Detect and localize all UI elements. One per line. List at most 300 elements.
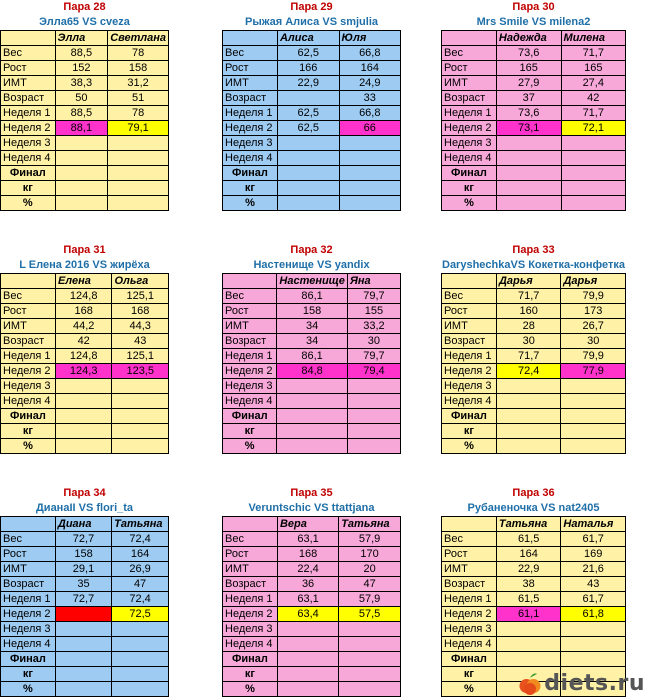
row-label: Рост <box>1 547 56 562</box>
final-cell <box>561 196 625 211</box>
row-label: Рост <box>223 61 278 76</box>
participant-name: Елена <box>55 274 112 289</box>
pair-table <box>0 516 169 697</box>
value-cell <box>55 622 111 637</box>
final-row <box>442 439 626 454</box>
header-row <box>223 274 401 289</box>
value-cell: 79,4 <box>347 364 400 379</box>
header-row <box>1 517 169 532</box>
row-label: Неделя 2 <box>223 121 278 136</box>
value-cell: 73,6 <box>496 46 561 61</box>
table-row <box>1 151 169 166</box>
value-cell: 33,2 <box>347 319 400 334</box>
row-label: Возраст <box>223 91 278 106</box>
table-row <box>442 364 626 379</box>
row-label: Возраст <box>1 334 56 349</box>
row-label: Неделя 3 <box>1 622 56 637</box>
pair-table <box>222 273 401 454</box>
row-label: ИМТ <box>1 562 56 577</box>
participant-name: Татьяна <box>496 517 561 532</box>
final-label: Финал <box>223 409 277 424</box>
final-label: кг <box>442 181 497 196</box>
table-row <box>1 289 169 304</box>
header-row <box>1 31 169 46</box>
final-cell <box>496 196 561 211</box>
value-cell: 72,5 <box>112 607 169 622</box>
participant-name: Татьяна <box>339 517 401 532</box>
value-cell: 51 <box>108 91 169 106</box>
value-cell <box>339 151 400 166</box>
row-label: ИМТ <box>1 319 56 334</box>
value-cell <box>55 136 108 151</box>
pair-table <box>441 30 626 211</box>
table-row <box>223 379 401 394</box>
row-label: Неделя 2 <box>1 364 56 379</box>
participant-name: Милена <box>561 31 625 46</box>
final-cell <box>277 181 339 196</box>
table-row <box>1 637 169 652</box>
final-cell <box>339 196 400 211</box>
table-row <box>223 577 401 592</box>
value-cell: 77,9 <box>561 364 626 379</box>
value-cell: 43 <box>112 334 169 349</box>
value-cell: 57,9 <box>339 532 401 547</box>
pair-block <box>0 243 169 454</box>
row-label: Неделя 3 <box>442 622 497 637</box>
row-label: Неделя 1 <box>223 106 278 121</box>
final-row <box>1 439 169 454</box>
value-cell <box>108 136 169 151</box>
table-row <box>223 61 401 76</box>
table-row <box>442 304 626 319</box>
value-cell <box>496 136 561 151</box>
row-label: Возраст <box>442 334 497 349</box>
table-row <box>442 547 626 562</box>
corner-cell <box>223 31 278 46</box>
final-cell <box>55 196 108 211</box>
participant-name: Яна <box>347 274 400 289</box>
table-row <box>223 394 401 409</box>
value-cell: 125,1 <box>112 349 169 364</box>
pair-block <box>441 0 626 211</box>
table-row <box>442 289 626 304</box>
table-row <box>223 91 401 106</box>
final-cell <box>347 424 400 439</box>
table-row <box>442 637 626 652</box>
final-cell <box>55 166 108 181</box>
pair-table <box>0 273 169 454</box>
table-row <box>1 136 169 151</box>
table-row <box>223 349 401 364</box>
participant-name: Татьяна <box>112 517 169 532</box>
row-label: Неделя 1 <box>223 592 278 607</box>
value-cell: 78 <box>108 46 169 61</box>
value-cell: 35 <box>55 577 111 592</box>
table-row <box>442 622 626 637</box>
table-row <box>223 562 401 577</box>
value-cell: 57,5 <box>339 607 401 622</box>
final-row <box>442 424 626 439</box>
table-row <box>1 61 169 76</box>
final-cell <box>347 409 400 424</box>
final-cell <box>561 424 626 439</box>
value-cell: 66 <box>339 121 400 136</box>
final-cell <box>339 652 401 667</box>
final-cell <box>561 439 626 454</box>
final-cell <box>277 166 339 181</box>
final-cell <box>339 166 400 181</box>
pair-table <box>222 516 401 697</box>
table-row <box>223 637 401 652</box>
value-cell: 30 <box>496 334 561 349</box>
row-label: Вес <box>442 46 497 61</box>
final-cell <box>561 181 625 196</box>
corner-cell <box>223 274 277 289</box>
header-row <box>223 517 401 532</box>
pair-subtitle: Veruntschic VS ttattjana <box>248 502 375 514</box>
row-label: Неделя 2 <box>442 121 497 136</box>
pair-table <box>222 30 401 211</box>
row-label: Неделя 2 <box>223 607 278 622</box>
value-cell <box>55 379 112 394</box>
pair-subtitle: L Елена 2016 VS жирёха <box>19 259 150 271</box>
value-cell: 86,1 <box>277 289 347 304</box>
final-cell <box>277 682 338 697</box>
header-row <box>1 274 169 289</box>
value-cell: 71,7 <box>496 289 561 304</box>
header-row <box>223 31 401 46</box>
value-cell: 79,9 <box>561 289 626 304</box>
value-cell: 22,4 <box>277 562 338 577</box>
table-row <box>442 349 626 364</box>
pair-title: Пара 33 <box>512 244 555 256</box>
row-label: Неделя 3 <box>1 379 56 394</box>
row-label: Неделя 4 <box>442 637 497 652</box>
value-cell: 30 <box>347 334 400 349</box>
row-label: Неделя 2 <box>1 121 56 136</box>
row-label: ИМТ <box>442 76 497 91</box>
row-label: Неделя 3 <box>442 136 497 151</box>
final-label: кг <box>442 667 497 682</box>
row-label: Вес <box>223 532 278 547</box>
value-cell: 62,5 <box>277 106 339 121</box>
final-label: Финал <box>223 166 278 181</box>
value-cell <box>561 151 625 166</box>
value-cell: 27,4 <box>561 76 625 91</box>
final-cell <box>55 181 108 196</box>
final-label: % <box>223 439 277 454</box>
row-label: Рост <box>223 304 277 319</box>
value-cell: 34 <box>277 334 347 349</box>
value-cell: 33 <box>339 91 400 106</box>
final-label: Финал <box>442 652 497 667</box>
pair-subtitle: Рубаненочка VS nat2405 <box>467 502 600 514</box>
table-row <box>223 319 401 334</box>
table-row <box>223 622 401 637</box>
participant-name: Ольга <box>112 274 169 289</box>
value-cell: 21,6 <box>561 562 626 577</box>
value-cell: 20 <box>339 562 401 577</box>
pair-block <box>222 243 401 454</box>
value-cell: 78 <box>108 106 169 121</box>
table-row <box>442 106 626 121</box>
value-cell: 84,8 <box>277 364 347 379</box>
final-row <box>1 166 169 181</box>
header-row <box>442 31 626 46</box>
table-row <box>223 547 401 562</box>
final-row <box>223 652 401 667</box>
row-label: Рост <box>442 61 497 76</box>
row-label: ИМТ <box>442 562 497 577</box>
row-label: Вес <box>442 289 497 304</box>
table-row <box>1 607 169 622</box>
value-cell: 71,7 <box>496 349 561 364</box>
pair-subtitle: Элла65 VS cveza <box>39 16 130 28</box>
value-cell: 155 <box>347 304 400 319</box>
row-label: ИМТ <box>223 562 278 577</box>
value-cell: 61,7 <box>561 592 626 607</box>
header-row <box>442 517 626 532</box>
row-label: Неделя 4 <box>1 394 56 409</box>
final-row <box>1 667 169 682</box>
value-cell: 62,5 <box>277 121 339 136</box>
row-label: ИМТ <box>1 76 56 91</box>
final-label: кг <box>223 424 277 439</box>
final-label: % <box>1 196 56 211</box>
participant-name: Наталья <box>561 517 626 532</box>
value-cell <box>55 637 111 652</box>
header-row <box>442 274 626 289</box>
row-label: Неделя 3 <box>223 379 277 394</box>
value-cell: 61,8 <box>561 607 626 622</box>
table-row <box>223 304 401 319</box>
value-cell: 22,9 <box>277 76 339 91</box>
table-row <box>1 349 169 364</box>
value-cell: 34 <box>277 319 347 334</box>
value-cell: 44,2 <box>55 319 112 334</box>
value-cell <box>496 151 561 166</box>
row-label: Неделя 3 <box>223 136 278 151</box>
value-cell: 42 <box>55 334 112 349</box>
final-cell <box>55 652 111 667</box>
value-cell <box>496 379 561 394</box>
value-cell: 50 <box>55 91 108 106</box>
value-cell <box>277 379 347 394</box>
row-label: Вес <box>442 532 497 547</box>
participant-name: Алиса <box>277 31 339 46</box>
final-row <box>442 409 626 424</box>
row-label: Неделя 2 <box>442 364 497 379</box>
apple-icon <box>519 672 541 696</box>
final-label: % <box>223 196 278 211</box>
row-label: Рост <box>1 61 56 76</box>
value-cell: 72,4 <box>112 592 169 607</box>
value-cell: 63,1 <box>277 532 338 547</box>
logo-text: diets.ru <box>544 671 645 696</box>
final-cell <box>339 682 401 697</box>
value-cell: 62,5 <box>277 46 339 61</box>
value-cell: 165 <box>561 61 625 76</box>
corner-cell <box>1 31 56 46</box>
value-cell: 158 <box>277 304 347 319</box>
final-cell <box>108 196 169 211</box>
table-row <box>1 364 169 379</box>
participant-name: Надежда <box>496 31 561 46</box>
final-row <box>223 682 401 697</box>
final-row <box>442 166 626 181</box>
value-cell <box>277 151 339 166</box>
row-label: Неделя 3 <box>442 379 497 394</box>
final-cell <box>55 409 112 424</box>
final-row <box>223 667 401 682</box>
table-row <box>442 76 626 91</box>
value-cell <box>496 394 561 409</box>
final-label: Финал <box>1 409 56 424</box>
row-label: Неделя 4 <box>442 151 497 166</box>
value-cell: 22,9 <box>496 562 561 577</box>
table-row <box>442 577 626 592</box>
value-cell <box>339 136 400 151</box>
table-row <box>223 151 401 166</box>
value-cell: 72,4 <box>112 532 169 547</box>
value-cell <box>347 379 400 394</box>
table-row <box>223 46 401 61</box>
value-cell <box>347 394 400 409</box>
value-cell <box>108 151 169 166</box>
final-cell <box>277 196 339 211</box>
final-cell <box>496 181 561 196</box>
value-cell: 165 <box>496 61 561 76</box>
final-row <box>223 196 401 211</box>
table-row <box>1 394 169 409</box>
value-cell <box>277 136 339 151</box>
value-cell: 42 <box>561 91 625 106</box>
row-label: Неделя 4 <box>223 637 278 652</box>
row-label: Вес <box>1 289 56 304</box>
pair-title: Пара 35 <box>290 487 333 499</box>
final-row <box>1 409 169 424</box>
final-label: кг <box>1 181 56 196</box>
table-row <box>1 577 169 592</box>
final-row <box>1 196 169 211</box>
final-cell <box>112 439 169 454</box>
pair-block <box>0 486 169 697</box>
value-cell: 71,7 <box>561 106 625 121</box>
value-cell <box>496 622 561 637</box>
final-cell <box>108 166 169 181</box>
corner-cell <box>223 517 278 532</box>
final-label: % <box>1 682 56 697</box>
value-cell: 79,9 <box>561 349 626 364</box>
value-cell <box>339 637 401 652</box>
final-label: кг <box>442 424 497 439</box>
pair-table <box>0 30 169 211</box>
value-cell: 79,7 <box>347 349 400 364</box>
final-cell <box>347 439 400 454</box>
table-row <box>1 532 169 547</box>
value-cell: 168 <box>277 547 338 562</box>
corner-cell <box>1 274 56 289</box>
value-cell <box>277 637 338 652</box>
final-cell <box>55 439 112 454</box>
table-row <box>1 91 169 106</box>
pair-title: Пара 32 <box>290 244 333 256</box>
value-cell: 61,1 <box>496 607 561 622</box>
row-label: Возраст <box>1 91 56 106</box>
participant-name: Дарья <box>561 274 626 289</box>
final-label: % <box>442 439 497 454</box>
final-cell <box>277 667 338 682</box>
row-label: Возраст <box>1 577 56 592</box>
value-cell: 124,8 <box>55 349 112 364</box>
value-cell <box>277 91 339 106</box>
final-label: кг <box>223 667 278 682</box>
value-cell <box>561 637 626 652</box>
pair-block <box>0 0 169 211</box>
pair-title: Пара 36 <box>512 487 555 499</box>
table-row <box>1 592 169 607</box>
row-label: Неделя 1 <box>223 349 277 364</box>
value-cell <box>112 394 169 409</box>
final-label: кг <box>223 181 278 196</box>
table-row <box>442 334 626 349</box>
row-label: Неделя 3 <box>223 622 278 637</box>
final-label: кг <box>1 424 56 439</box>
row-label: Возраст <box>442 91 497 106</box>
table-row <box>1 76 169 91</box>
table-row <box>223 121 401 136</box>
value-cell: 27,9 <box>496 76 561 91</box>
value-cell: 123,5 <box>112 364 169 379</box>
final-cell <box>339 667 401 682</box>
final-cell <box>277 439 347 454</box>
table-row <box>1 319 169 334</box>
value-cell: 47 <box>339 577 401 592</box>
value-cell <box>561 622 626 637</box>
value-cell: 44,3 <box>112 319 169 334</box>
value-cell <box>277 394 347 409</box>
value-cell: 73,6 <box>496 106 561 121</box>
row-label: Неделя 1 <box>442 106 497 121</box>
final-row <box>223 166 401 181</box>
table-row <box>223 76 401 91</box>
table-row <box>442 394 626 409</box>
final-cell <box>277 409 347 424</box>
value-cell: 61,5 <box>496 592 561 607</box>
final-cell <box>496 652 561 667</box>
value-cell: 72,4 <box>496 364 561 379</box>
corner-cell <box>442 274 497 289</box>
participant-name: Диана <box>55 517 111 532</box>
table-row <box>223 334 401 349</box>
value-cell: 38,3 <box>55 76 108 91</box>
final-cell <box>112 667 169 682</box>
table-row <box>442 61 626 76</box>
row-label: Неделя 1 <box>1 106 56 121</box>
value-cell: 79,1 <box>108 121 169 136</box>
value-cell <box>55 394 112 409</box>
value-cell: 30 <box>561 334 626 349</box>
value-cell: 36 <box>277 577 338 592</box>
value-cell: 63,1 <box>277 592 338 607</box>
table-row <box>442 121 626 136</box>
table-row <box>442 532 626 547</box>
row-label: Возраст <box>442 577 497 592</box>
final-cell <box>55 424 112 439</box>
value-cell: 160 <box>496 304 561 319</box>
value-cell <box>561 379 626 394</box>
value-cell <box>112 622 169 637</box>
